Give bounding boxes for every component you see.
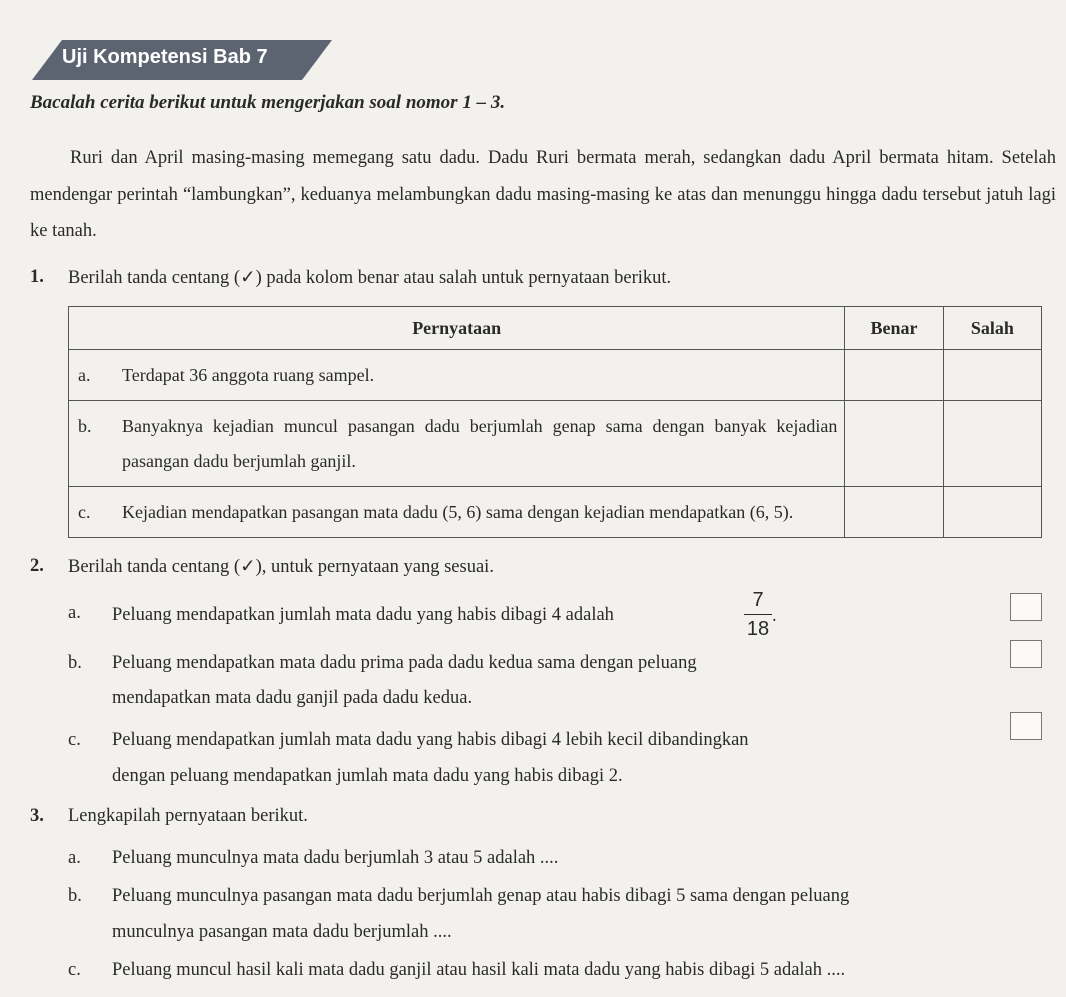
- q3b-label: b.: [68, 886, 82, 906]
- true-check-cell[interactable]: [845, 401, 943, 487]
- row-text: Banyaknya kejadian muncul pasangan dadu berjumlah genap sama dengan banyak kejadian pasangan dadu berjumlah ganjil.: [122, 416, 838, 471]
- q2c-line2: dengan peluang mendapatkan jumlah mata dadu yang habis dibagi 2.: [112, 766, 623, 786]
- statement-cell: [69, 350, 845, 401]
- q2c-checkbox[interactable]: [1010, 712, 1042, 740]
- header-true: Benar: [845, 307, 943, 350]
- q2a-label: a.: [68, 603, 81, 623]
- q2c-line1: Peluang mendapatkan jumlah mata dadu yang habis dibagi 4 lebih kecil dibandingkan: [112, 730, 749, 750]
- false-check-cell[interactable]: [943, 401, 1041, 487]
- header-false: Salah: [943, 307, 1041, 350]
- q2-number: 2.: [30, 556, 44, 576]
- false-check-cell[interactable]: [943, 487, 1041, 538]
- q3a-label: a.: [68, 848, 81, 868]
- table-header-row: [69, 307, 1042, 350]
- q1-number: 1.: [30, 267, 44, 287]
- fraction: [744, 588, 772, 641]
- statement-cell: [69, 401, 845, 487]
- chapter-title: Uji Kompetensi Bab 7: [62, 46, 268, 68]
- row-label: b.: [78, 416, 92, 436]
- row-text: Kejadian mendapatkan pasangan mata dadu (5, 6) sama dengan kejadian mendapatkan (6, 5).: [122, 502, 794, 522]
- row-label: c.: [78, 502, 91, 522]
- q3c-line1: Peluang muncul hasil kali mata dadu ganjil atau hasil kali mata dadu yang habis dibagi 5 adalah ....: [112, 960, 846, 980]
- fraction-bar: [744, 614, 772, 615]
- q1-prompt: Berilah tanda centang (✓) pada kolom benar atau salah untuk pernyataan berikut.: [68, 268, 672, 288]
- header-statement: Pernyataan: [69, 307, 845, 350]
- q3a-line1: Peluang munculnya mata dadu berjumlah 3 atau 5 adalah ....: [112, 848, 559, 868]
- q2b-line2: mendapatkan mata dadu ganjil pada dadu kedua.: [112, 688, 473, 708]
- q2b-checkbox[interactable]: [1010, 640, 1042, 668]
- statement-table: [68, 306, 1042, 538]
- q3b-line1: Peluang munculnya pasangan mata dadu berjumlah genap atau habis dibagi 5 sama dengan peluang: [112, 886, 850, 906]
- statement-cell: [69, 487, 845, 538]
- q3-number: 3.: [30, 806, 44, 826]
- q2-prompt: Berilah tanda centang (✓), untuk pernyataan yang sesuai.: [68, 557, 494, 577]
- row-label: a.: [78, 365, 91, 385]
- story-paragraph: [30, 140, 1056, 250]
- q3b-line2: munculnya pasangan mata dadu berjumlah ....: [112, 922, 452, 942]
- q2b-label: b.: [68, 653, 82, 673]
- story-text: Ruri dan April masing-masing memegang satu dadu. Dadu Ruri bermata merah, sedangkan dadu April bermata hitam. Setelah mendengar perintah “lambungkan”, keduanya melambungkan dadu masing-masing ke atas dan menunggu hingga dadu tersebut jatuh lagi ke tanah.: [30, 148, 1056, 241]
- q2a-suffix: .: [772, 606, 777, 626]
- reading-instruction: Bacalah cerita berikut untuk mengerjakan soal nomor 1 – 3.: [30, 92, 506, 113]
- fraction-denominator: 18: [746, 618, 770, 640]
- table-row: [69, 350, 1042, 401]
- false-check-cell[interactable]: [943, 350, 1041, 401]
- q3-prompt: Lengkapilah pernyataan berikut.: [68, 806, 308, 826]
- q2c-label: c.: [68, 730, 81, 750]
- true-check-cell[interactable]: [845, 487, 943, 538]
- true-check-cell[interactable]: [845, 350, 943, 401]
- q2a-checkbox[interactable]: [1010, 593, 1042, 621]
- table-row: [69, 487, 1042, 538]
- q2b-line1: Peluang mendapatkan mata dadu prima pada dadu kedua sama dengan peluang: [112, 653, 697, 673]
- table-row: [69, 401, 1042, 487]
- fraction-numerator: 7: [752, 589, 764, 611]
- q3c-label: c.: [68, 960, 81, 980]
- q2a-text: Peluang mendapatkan jumlah mata dadu yang habis dibagi 4 adalah: [112, 605, 614, 625]
- row-text: Terdapat 36 anggota ruang sampel.: [122, 365, 375, 385]
